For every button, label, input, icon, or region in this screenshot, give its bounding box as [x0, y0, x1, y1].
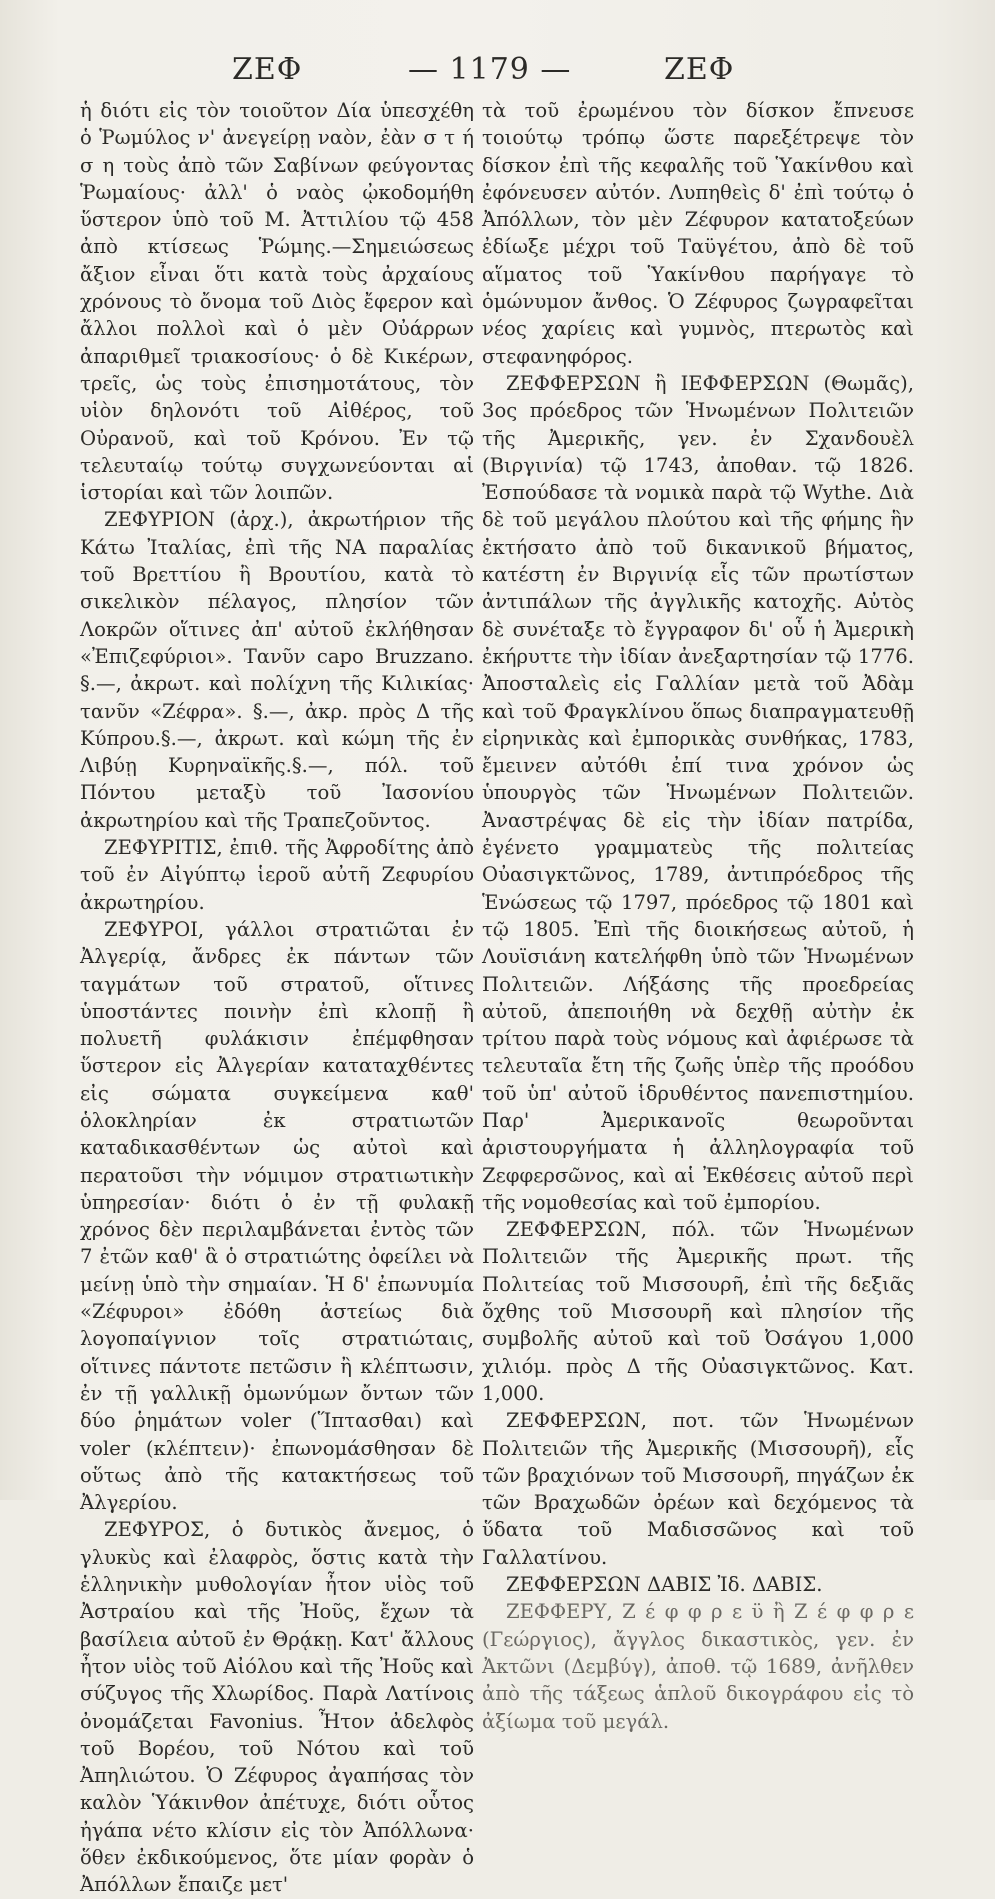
page-number: — 1179 — [408, 52, 572, 87]
entry-jefferson-river: ΖΕΦΦΕΡΣΩΝ, ποτ. τῶν Ἡνωμένων Πολιτειῶν τῆς Ἀμερικῆς (Μισσουρῆ), εἷς τῶν βραχιόνων τοῦ Μισσουρῆ, πηγάζων ἐκ τῶν Βραχωδῶν ὀρέων καὶ δεχόμενος τὰ ὕδατα τοῦ Μαδισσῶνος καὶ τοῦ Γαλλατίνου. [482, 1409, 914, 1569]
entry-zephyroi: ΖΕΦΥΡΟΙ, γάλλοι στρατιῶται ἐν Ἀλγερίᾳ, ἄνδρες ἐκ πάντων τῶν ταγμάτων τοῦ στρατοῦ, οἵτινες ὑποστάντες ποινὴν ἐπὶ κλοπῇ ἢ πολυετῆ φυλάκισιν ἐπέμφθησαν ὕστερον εἰς Ἀλγερίαν καταταχθέντες εἰς σώματα συγκείμενα καθ' ὁλοκληρίαν ἐκ στρατιωτῶν καταδικασθέντων ὡς αὐτοὶ καὶ περατοῦσι τὴν νόμιμον στρατιωτικὴν ὑπηρεσίαν· διότι ὁ ἐν τῇ φυλακῇ χρόνος δὲν περιλαμβάνεται ἐντὸς τῶν 7 ἐτῶν καθ' ἃ ὁ στρατιώτης ὀφείλει νὰ μείνῃ ὑπὸ τὴν σημαίαν. Ἡ δ' ἐπωνυμία «Ζέφυροι» ἐδόθη ἀστείως διὰ λογοπαίγνιον τοῖς στρατιώταις, οἵτινες πάντοτε πετῶσιν ἢ κλέπτωσιν, ἐν τῇ γαλλικῇ ὁμωνύμων ὄντων τῶν δύο ῥημάτων voler (Ἵπτασθαι) καὶ voler (κλέπτειν)· ἐπωνομάσθησαν δὲ οὕτως ἀπὸ τῆς κατακτήσεως τοῦ Ἀλγερίου. [80, 917, 474, 1515]
entry-zephyrion: ΖΕΦΥΡΙΟΝ (ἀρχ.), ἀκρωτήριον τῆς Κάτω Ἰταλίας, ἐπὶ τῆς ΝΑ παραλίας τοῦ Βρεττίου ἢ Βρουτίου, κατὰ τὸ σικελικὸν πέλαγος, πλησίον τῶν Λοκρῶν οἵτινες ἀπ' αὐτοῦ ἐκλήθησαν «Ἐπιζεφύριοι». Τανῦν capo Bruzzano. §.—, ἀκρωτ. καὶ πολίχνη τῆς Κιλικίας· τανῦν «Ζέφρα». §.—, ἀκρ. πρὸς Δ τῆς Κύπρου.§.—, ἀκρωτ. καὶ κώμη τῆς ἐν Λιβύῃ Κυρηναϊκῆς.§.—, πόλ. τοῦ Πόντου μεταξὺ τοῦ Ἰασονίου ἀκρωτηρίου καὶ τῆς Τραπεζοῦντος. [80, 508, 474, 832]
entry-jeffreys: ΖΕΦΦΕΡΥ, Ζ έ φ φ ρ ε ϋ ἢ Ζ έ φ φ ρ ε (Γεώργιος), ἄγγλος δικαστικὸς, γεν. ἐν Ἀκτῶνι (Δεμβύγ), ἀποθ. τῷ 1689, ἀνῆλθεν ἀπὸ τῆς τάξεως ἁπλοῦ δικογράφου εἰς τὸ ἀξίωμα τοῦ μεγάλ. [482, 1600, 914, 1733]
header-right-guide-word: ΖΕΦ [664, 52, 735, 87]
entry-zeus-continuation: ἡ διότι εἰς τὸν τοιοῦτον Δία ὑπεσχέθη ὁ Ῥωμύλος ν' ἀνεγείρῃ ναὸν, ἐὰν σ τ ή σ η τοὺς ἀπὸ τῶν Σαβίνων φεύγοντας Ῥωμαίους· ἀλλ' ὁ ναὸς ᾠκοδομήθη ὕστερον ὑπὸ τοῦ Μ. Ἀττιλίου τῷ 458 ἀπὸ κτίσεως Ῥώμης.—Σημειώσεως ἄξιον εἶναι ὅτι κατὰ τοὺς ἀρχαίους χρόνους τὸ ὄνομα τοῦ Διὸς ἔφερον καὶ ἄλλοι πολλοὶ καὶ ὁ μὲν Οὐάρρων ἀπαριθμεῖ τριακοσίους· ὁ δὲ Κικέρων, τρεῖς, ὡς τοὺς ἐπισημοτάτους, τὸν υἱὸν δηλονότι τοῦ Αἰθέρος, τοῦ Οὐρανοῦ, καὶ τοῦ Κρόνου. Ἐν τῷ τελευταίῳ τούτῳ συγχωνεύονται αἱ ἱστορίαι καὶ τῶν λοιπῶν. [80, 99, 474, 505]
entry-jefferson-davis: ΖΕΦΦΕΡΣΩΝ ΔΑΒΙΣ Ἰδ. ΔΑΒΙΣ. [506, 1573, 823, 1597]
entry-zephyros-continuation: τὰ τοῦ ἐρωμένου τὸν δίσκον ἔπνευσε τοιούτῳ τρόπῳ ὥστε παρεξέτρεψε τὸν δίσκον ἐπὶ τῆς κεφαλῆς τοῦ Ὑακίνθου καὶ ἐφόνευσεν αὐτόν. Λυπηθεὶς δ' ἐπὶ τούτῳ ὁ Ἀπόλλων, τὸν μὲν Ζέφυρον κατατοξεύων ἐδίωξε μέχρι τοῦ Ταϋγέτου, ἀπὸ δὲ τοῦ αἵματος τοῦ Ὑακίνθου παρήγαγε τὸ ὁμώνυμον ἄνθος. Ὁ Ζέφυρος ζωγραφεῖται νέος χαρίεις καὶ γυμνὸς, πτερωτὸς καὶ στεφανηφόρος. [482, 99, 914, 368]
library-watermark [540, 1306, 960, 1426]
right-column [482, 97, 914, 1735]
entry-zephyritis: ΖΕΦΥΡΙΤΙΣ, ἐπιθ. τῆς Ἀφροδίτης ἀπὸ τοῦ ἐν Αἰγύπτῳ ἱεροῦ αὐτῆ Ζεφυρίου ἀκρωτηρίου. [80, 836, 474, 914]
entry-zephyros: ΖΕΦΥΡΟΣ, ὁ δυτικὸς ἄνεμος, ὁ γλυκὺς καὶ ἐλαφρὸς, ὅστις κατὰ τὴν ἑλληνικὴν μυθολογίαν ἦτον υἱὸς τοῦ Ἀστραίου καὶ τῆς Ἠοῦς, ἔχων τὰ βασίλεια αὐτοῦ ἐν Θρᾴκῃ. Κατ' ἄλλους ἦτον υἱὸς τοῦ Αἰόλου καὶ τῆς Ἠοῦς καὶ σύζυγος τῆς Χλωρίδος. Παρὰ Λατίνοις ὀνομάζεται Favonius. Ἦτον ἀδελφὸς τοῦ Βορέου, τοῦ Νότου καὶ τοῦ Ἀπηλιώτου. Ὁ Ζέφυρος ἀγαπήσας τὸν καλὸν Ὑάκινθον ἀπέτυχε, διότι οὗτος ἠγάπα νέτο κλίσιν εἰς τὸν Ἀπόλλωνα· ὅθεν ἐκδικούμενος, ὅτε μίαν φορὰν ὁ Ἀπόλλων ἔπαιζε μετ' [80, 1518, 474, 1897]
running-header [0, 52, 995, 96]
header-left-guide-word: ΖΕΦ [232, 52, 303, 87]
entry-jefferson-city: ΖΕΦΦΕΡΣΩΝ, πόλ. τῶν Ἡνωμένων Πολιτειῶν τῆς Ἀμερικῆς πρωτ. τῆς Πολιτείας τοῦ Μισσουρῆ, ἐπὶ τῆς δεξιᾶς ὄχθης τοῦ Μισσουρῆ καὶ πλησίον τῆς συμβολῆς αὐτοῦ καὶ τοῦ Ὀσάγου 1,000 χιλιόμ. πρὸς Δ τῆς Οὐασιγκτῶνος. Κατ. 1,000. [482, 1218, 914, 1405]
left-column [80, 97, 474, 1899]
entry-jefferson-thomas: ΖΕΦΦΕΡΣΩΝ ἢ ΙΕΦΦΕΡΣΩΝ (Θωμᾶς), 3ος πρόεδρος τῶν Ἡνωμένων Πολιτειῶν τῆς Ἀμερικῆς, γεν. ἐν Σχανδουὲλ (Βιργινία) τῷ 1743, ἀποθαν. τῷ 1826. Ἐσπούδασε τὰ νομικὰ παρὰ τῷ Wythe. Διὰ δὲ τοῦ μεγάλου πλούτου καὶ τῆς φήμης ἣν ἐκτήσατο ἀπὸ τοῦ δικανικοῦ βήματος, κατέστη ἐν Βιργινίᾳ εἷς τῶν πρωτίστων ἀντιπάλων τῆς ἀγγλικῆς κατοχῆς. Αὐτὸς δὲ συνέταξε τὸ ἔγγραφον δι' οὗ ἡ Ἀμερικὴ ἐκήρυττε τὴν ἰδίαν ἀνεξαρτησίαν τῷ 1776. Ἀποσταλεὶς εἰς Γαλλίαν μετὰ τοῦ Ἀδὰμ καὶ τοῦ Φραγκλίνου ὅπως διαπραγματευθῇ εἰρηνικὰς καὶ ἐμπορικὰς συνθήκας, 1783, ἔμεινεν αὐτόθι ἐπί τινα χρόνον ὡς ὑπουργὸς τῶν Ἡνωμένων Πολιτειῶν. Ἀναστρέψας δὲ εἰς τὴν ἰδίαν πατρίδα, ἐγένετο γραμματεὺς τῆς πολιτείας Οὐασιγκτῶνος, 1789, ἀντιπρόεδρος τῆς Ἑνώσεως τῷ 1797, πρόεδρος τῷ 1801 καὶ τῷ 1805. Ἐπὶ τῆς διοικήσεως αὐτοῦ, ἡ Λουϊσιάνη κατελήφθη ὑπὸ τῶν Ἡνωμένων Πολιτειῶν. Λήξάσης τῆς προεδρείας αὐτοῦ, ἀπεποιήθη νὰ δεχθῇ αὐτὴν ἐκ τρίτου παρὰ τοὺς νόμους καὶ ἀφιέρωσε τὰ τελευταῖα ἔτη τῆς ζωῆς ὑπὲρ τῆς προόδου τοῦ ὑπ' αὐτοῦ ἱδρυθέντος πανεπιστημίου. Παρ' Ἀμερικανοῖς θεωροῦνται ἀριστουργήματα ἡ ἀλληλογραφία τοῦ Ζεφφερσῶνος, καὶ αἱ Ἐκθέσεις αὐτοῦ περὶ τῆς νομοθεσίας καὶ τοῦ ἐμπορίου. [482, 371, 914, 1214]
